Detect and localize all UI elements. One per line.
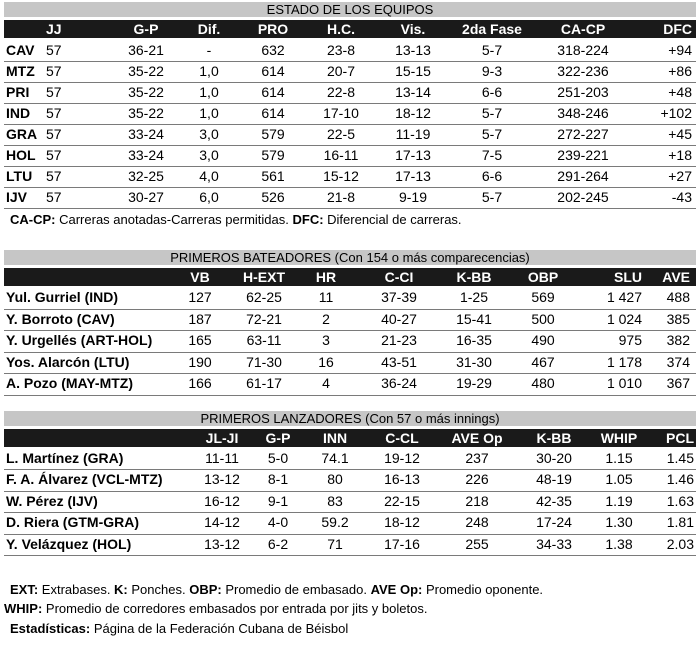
cell-home-runs: 11 xyxy=(318,289,334,305)
teams-table-title: ESTADO DE LOS EQUIPOS xyxy=(4,2,696,17)
cell-away-record: 13-14 xyxy=(395,84,431,100)
fn-term-ave-op: AVE Op: xyxy=(370,582,423,597)
cell-home-record: 16-11 xyxy=(323,147,359,163)
cell-home-runs: 2 xyxy=(322,310,330,327)
cell-k-bb: 42-35 xyxy=(536,492,572,509)
cell-run-differential: -43 xyxy=(671,189,692,205)
header-win-pct: PRO xyxy=(257,21,289,37)
pitcher-row xyxy=(4,469,696,490)
cell-at-bats: 187 xyxy=(188,310,212,327)
cell-games-behind: 1,0 xyxy=(199,84,219,100)
cell-won-lost: 33-24 xyxy=(128,126,164,142)
fn-text-obp: Promedio de embasado. xyxy=(221,582,371,597)
cell-team-code: CAV xyxy=(6,42,35,58)
fn-text-whip: Promedio de corredores embasados por entrada por jits y boletos. xyxy=(42,601,428,616)
header-run-differential: DFC xyxy=(663,21,692,37)
cell-run-differential: +27 xyxy=(668,168,692,184)
cell-obp: 500 xyxy=(531,310,555,327)
cell-innings: 80 xyxy=(327,471,343,488)
cell-opp-average: 218 xyxy=(465,492,489,509)
cell-average: 367 xyxy=(666,375,690,392)
cell-win-pct: 614 xyxy=(261,84,285,100)
row-divider xyxy=(4,555,696,556)
fn-text-source: Página de la Federación Cubana de Béisbol xyxy=(90,621,349,636)
cell-win-pct: 579 xyxy=(261,126,285,142)
fn-text-k: Ponches. xyxy=(127,582,190,597)
cell-runs-for-against: 202-245 xyxy=(557,189,609,205)
cell-runs-rbi: 40-27 xyxy=(381,310,417,327)
cell-average: 374 xyxy=(666,353,690,370)
cell-opp-average: 248 xyxy=(465,514,489,531)
cell-team-code: HOL xyxy=(6,147,36,163)
cell-away-record: 17-13 xyxy=(395,147,431,163)
cell-pitcher-name: D. Riera (GTM-GRA) xyxy=(6,514,139,531)
cell-second-phase: 5-7 xyxy=(481,126,503,142)
header-batter-name xyxy=(6,268,172,286)
header-away-record: Vis. xyxy=(400,21,426,37)
cell-home-record: 22-8 xyxy=(326,84,356,100)
cell-obp: 467 xyxy=(531,353,555,370)
cell-average: 488 xyxy=(666,289,690,305)
pitchers-table-header xyxy=(4,429,696,447)
header-obp: OBP xyxy=(527,269,559,285)
footnote-line-3 xyxy=(10,621,348,637)
pitcher-row xyxy=(4,512,696,533)
cell-win-pct: 614 xyxy=(261,105,285,121)
cell-second-phase: 6-6 xyxy=(481,84,503,100)
batter-row xyxy=(4,330,696,351)
header-slugging: SLU xyxy=(614,269,642,285)
header-innings: INN xyxy=(322,430,348,446)
cell-away-record: 15-15 xyxy=(395,63,431,79)
footnote-line-1 xyxy=(10,582,543,598)
cell-team-code: PRI xyxy=(6,84,30,100)
cell-home-record: 20-7 xyxy=(326,63,356,79)
batter-row xyxy=(4,373,696,394)
cell-slugging: 975 xyxy=(618,332,642,349)
cell-win-pct: 632 xyxy=(261,42,285,58)
cell-innings: 74.1 xyxy=(321,450,349,466)
cell-games-started: 14-12 xyxy=(204,514,240,531)
header-second-phase: 2da Fase xyxy=(462,21,522,37)
cell-team-code: MTZ xyxy=(6,63,35,79)
team-row xyxy=(4,40,696,61)
header-opp-average: AVE Op xyxy=(451,430,503,446)
cell-k-bb: 34-33 xyxy=(536,535,572,552)
cell-k-bb: 48-19 xyxy=(536,471,572,488)
cell-runs-earned: 19-12 xyxy=(384,450,420,466)
fn-term-whip: WHIP: xyxy=(4,601,43,616)
fn-text-ext: Extrabases. xyxy=(38,582,115,597)
cell-k-bb: 15-41 xyxy=(456,310,492,327)
cell-k-bb: 17-24 xyxy=(536,514,572,531)
team-row xyxy=(4,124,696,145)
cell-batter-name: Yul. Gurriel (IND) xyxy=(6,289,119,305)
cell-innings: 83 xyxy=(327,492,343,509)
cell-pitcher-name: L. Martínez (GRA) xyxy=(6,450,124,466)
cell-runs-for-against: 272-227 xyxy=(557,126,609,142)
cell-second-phase: 5-7 xyxy=(481,42,503,58)
cell-run-differential: +86 xyxy=(668,63,692,79)
cell-won-lost: 35-22 xyxy=(128,63,164,79)
cell-games-started: 13-12 xyxy=(204,535,240,552)
cell-won-lost: 33-24 xyxy=(128,147,164,163)
pitcher-row xyxy=(4,448,696,469)
footnote-line-2 xyxy=(4,601,427,617)
cell-home-runs: 4 xyxy=(322,375,330,392)
header-games-started: JL-JI xyxy=(205,430,239,446)
header-won-lost: G-P xyxy=(265,430,291,446)
cell-slugging: 1 024 xyxy=(606,310,642,327)
header-runs-earned: C-CL xyxy=(385,430,419,446)
team-row xyxy=(4,145,696,166)
cell-won-lost: 5-0 xyxy=(267,450,289,466)
cell-hits-extra: 62-25 xyxy=(246,289,282,305)
cell-k-bb: 16-35 xyxy=(456,332,492,349)
teams-table-header xyxy=(4,20,696,38)
cell-whip: 1.05 xyxy=(605,471,633,488)
cell-games: 57 xyxy=(46,84,62,100)
cell-games: 57 xyxy=(46,105,62,121)
fn-term-k: K: xyxy=(114,582,128,597)
cell-won-lost: 6-2 xyxy=(267,535,289,552)
cell-games: 57 xyxy=(46,126,62,142)
cell-won-lost: 4-0 xyxy=(267,514,289,531)
cell-slugging: 1 010 xyxy=(606,375,642,392)
cell-runs-for-against: 348-246 xyxy=(557,105,609,121)
cell-era: 1.63 xyxy=(666,492,694,509)
header-pitcher-name xyxy=(6,429,192,447)
cell-obp: 569 xyxy=(531,289,555,305)
cell-home-record: 17-10 xyxy=(323,105,359,121)
cell-obp: 490 xyxy=(531,332,555,349)
teams-note xyxy=(10,212,462,228)
fn-term-source: Estadísticas: xyxy=(10,621,91,636)
cell-runs-earned: 18-12 xyxy=(384,514,420,531)
cell-won-lost: 8-1 xyxy=(267,471,289,488)
header-k-bb: K-BB xyxy=(456,269,492,285)
cell-second-phase: 7-5 xyxy=(481,147,503,163)
cell-second-phase: 9-3 xyxy=(481,63,503,79)
team-row xyxy=(4,187,696,208)
cell-pitcher-name: F. A. Álvarez (VCL-MTZ) xyxy=(6,471,163,488)
cell-won-lost: 32-25 xyxy=(128,168,164,184)
cell-runs-for-against: 291-264 xyxy=(557,168,609,184)
cell-slugging: 1 178 xyxy=(606,353,642,370)
header-runs-rbi: C-CI xyxy=(384,269,414,285)
header-games: JJ xyxy=(46,21,62,37)
cell-games-started: 16-12 xyxy=(204,492,240,509)
cell-games-behind: 4,0 xyxy=(199,168,219,184)
header-at-bats: VB xyxy=(190,269,210,285)
note-text-ca-cp: Carreras anotadas-Carreras permitidas. xyxy=(55,212,293,227)
cell-won-lost: 9-1 xyxy=(267,492,289,509)
cell-opp-average: 237 xyxy=(465,450,489,466)
cell-home-record: 23-8 xyxy=(326,42,356,58)
header-home-runs: HR xyxy=(315,269,337,285)
cell-runs-for-against: 322-236 xyxy=(557,63,609,79)
header-whip: WHIP xyxy=(600,430,638,446)
cell-win-pct: 526 xyxy=(261,189,285,205)
cell-home-runs: 3 xyxy=(322,332,330,349)
cell-batter-name: Y. Borroto (CAV) xyxy=(6,310,115,327)
cell-games-behind: 6,0 xyxy=(199,189,219,205)
cell-win-pct: 614 xyxy=(261,63,285,79)
cell-average: 385 xyxy=(666,310,690,327)
cell-k-bb: 30-20 xyxy=(536,450,572,466)
cell-batter-name: A. Pozo (MAY-MTZ) xyxy=(6,375,134,392)
cell-pitcher-name: W. Pérez (IJV) xyxy=(6,492,98,509)
batters-table-header xyxy=(4,268,696,286)
cell-whip: 1.38 xyxy=(605,535,633,552)
cell-era: 2.03 xyxy=(666,535,694,552)
row-divider xyxy=(4,208,696,209)
cell-games: 57 xyxy=(46,63,62,79)
header-k-bb: K-BB xyxy=(536,430,572,446)
cell-away-record: 9-19 xyxy=(398,189,428,205)
cell-k-bb: 31-30 xyxy=(456,353,492,370)
cell-whip: 1.15 xyxy=(605,450,633,466)
cell-win-pct: 561 xyxy=(261,168,285,184)
cell-away-record: 11-19 xyxy=(395,126,431,142)
cell-win-pct: 579 xyxy=(261,147,285,163)
team-row xyxy=(4,82,696,103)
note-term-ca-cp: CA-CP: xyxy=(10,212,56,227)
cell-hits-extra: 61-17 xyxy=(246,375,282,392)
batters-table-title: PRIMEROS BATEADORES (Con 154 o más comparecencias) xyxy=(4,250,696,265)
cell-run-differential: +18 xyxy=(668,147,692,163)
cell-run-differential: +48 xyxy=(668,84,692,100)
team-row xyxy=(4,103,696,124)
note-term-dfc: DFC: xyxy=(292,212,324,227)
cell-obp: 480 xyxy=(531,375,555,392)
cell-home-record: 21-8 xyxy=(326,189,356,205)
cell-away-record: 17-13 xyxy=(395,168,431,184)
cell-runs-for-against: 239-221 xyxy=(557,147,609,163)
cell-innings: 59.2 xyxy=(321,514,349,531)
cell-at-bats: 165 xyxy=(188,332,212,349)
fn-term-ext: EXT: xyxy=(10,582,39,597)
cell-games: 57 xyxy=(46,189,62,205)
cell-second-phase: 5-7 xyxy=(481,105,503,121)
cell-games-behind: 1,0 xyxy=(199,63,219,79)
cell-slugging: 1 427 xyxy=(606,289,642,305)
cell-whip: 1.30 xyxy=(605,514,633,531)
cell-games-behind: 3,0 xyxy=(199,147,219,163)
cell-runs-rbi: 43-51 xyxy=(381,353,417,370)
cell-games-behind: 3,0 xyxy=(199,126,219,142)
cell-runs-earned: 22-15 xyxy=(384,492,420,509)
cell-team-code: IJV xyxy=(6,189,28,205)
fn-text-ave-op: Promedio oponente. xyxy=(422,582,544,597)
cell-away-record: 13-13 xyxy=(395,42,431,58)
cell-team-code: GRA xyxy=(6,126,38,142)
header-era: PCL xyxy=(666,430,694,446)
header-home-record: H.C. xyxy=(327,21,355,37)
cell-games: 57 xyxy=(46,42,62,58)
cell-won-lost: 35-22 xyxy=(128,84,164,100)
cell-games-behind: - xyxy=(206,42,212,58)
cell-runs-earned: 17-16 xyxy=(384,535,420,552)
cell-at-bats: 190 xyxy=(188,353,212,370)
cell-games: 57 xyxy=(46,168,62,184)
cell-k-bb: 1-25 xyxy=(459,289,489,305)
note-text-dfc: Diferencial de carreras. xyxy=(323,212,462,227)
cell-runs-rbi: 21-23 xyxy=(381,332,417,349)
cell-games-started: 11-11 xyxy=(205,450,239,466)
cell-runs-for-against: 251-203 xyxy=(557,84,609,100)
cell-whip: 1.19 xyxy=(605,492,633,509)
cell-runs-for-against: 318-224 xyxy=(557,42,609,58)
cell-run-differential: +94 xyxy=(668,42,692,58)
cell-era: 1.45 xyxy=(666,450,694,466)
batter-row xyxy=(4,309,696,330)
cell-hits-extra: 72-21 xyxy=(246,310,282,327)
cell-hits-extra: 71-30 xyxy=(246,353,282,370)
pitcher-row xyxy=(4,491,696,512)
cell-runs-rbi: 36-24 xyxy=(381,375,417,392)
fn-term-obp: OBP: xyxy=(189,582,222,597)
cell-batter-name: Y. Urgellés (ART-HOL) xyxy=(6,332,153,349)
header-hits-extra: H-EXT xyxy=(243,269,285,285)
header-runs-for-against: CA-CP xyxy=(560,21,606,37)
cell-batter-name: Yos. Alarcón (LTU) xyxy=(6,353,130,370)
cell-era: 1.81 xyxy=(666,514,694,531)
pitcher-row xyxy=(4,534,696,555)
header-games-behind: Dif. xyxy=(197,21,221,37)
cell-home-record: 15-12 xyxy=(323,168,359,184)
cell-hits-extra: 63-11 xyxy=(246,332,282,349)
cell-second-phase: 6-6 xyxy=(481,168,503,184)
cell-average: 382 xyxy=(666,332,690,349)
cell-pitcher-name: Y. Velázquez (HOL) xyxy=(6,535,132,552)
header-average: AVE xyxy=(662,269,690,285)
cell-at-bats: 127 xyxy=(188,289,212,305)
cell-games-behind: 1,0 xyxy=(199,105,219,121)
cell-run-differential: +102 xyxy=(660,105,692,121)
cell-runs-earned: 16-13 xyxy=(384,471,420,488)
cell-at-bats: 166 xyxy=(188,375,212,392)
cell-home-record: 22-5 xyxy=(326,126,356,142)
batter-row xyxy=(4,287,696,308)
cell-second-phase: 5-7 xyxy=(481,189,503,205)
cell-games-started: 13-12 xyxy=(204,471,240,488)
cell-won-lost: 35-22 xyxy=(128,105,164,121)
header-won-lost: G-P xyxy=(133,21,159,37)
team-row xyxy=(4,166,696,187)
cell-runs-rbi: 37-39 xyxy=(381,289,417,305)
batter-row xyxy=(4,352,696,373)
cell-home-runs: 16 xyxy=(318,353,334,370)
cell-opp-average: 255 xyxy=(465,535,489,552)
cell-opp-average: 226 xyxy=(465,471,489,488)
cell-games: 57 xyxy=(46,147,62,163)
header-team-code xyxy=(6,20,46,38)
cell-era: 1.46 xyxy=(666,471,694,488)
row-divider xyxy=(4,395,696,396)
cell-k-bb: 19-29 xyxy=(456,375,492,392)
cell-innings: 71 xyxy=(327,535,343,552)
team-row xyxy=(4,61,696,82)
cell-won-lost: 30-27 xyxy=(128,189,164,205)
cell-run-differential: +45 xyxy=(668,126,692,142)
pitchers-table-title: PRIMEROS LANZADORES (Con 57 o más innings) xyxy=(4,411,696,426)
cell-away-record: 18-12 xyxy=(395,105,431,121)
cell-team-code: LTU xyxy=(6,168,33,184)
cell-won-lost: 36-21 xyxy=(128,42,164,58)
cell-team-code: IND xyxy=(6,105,31,121)
